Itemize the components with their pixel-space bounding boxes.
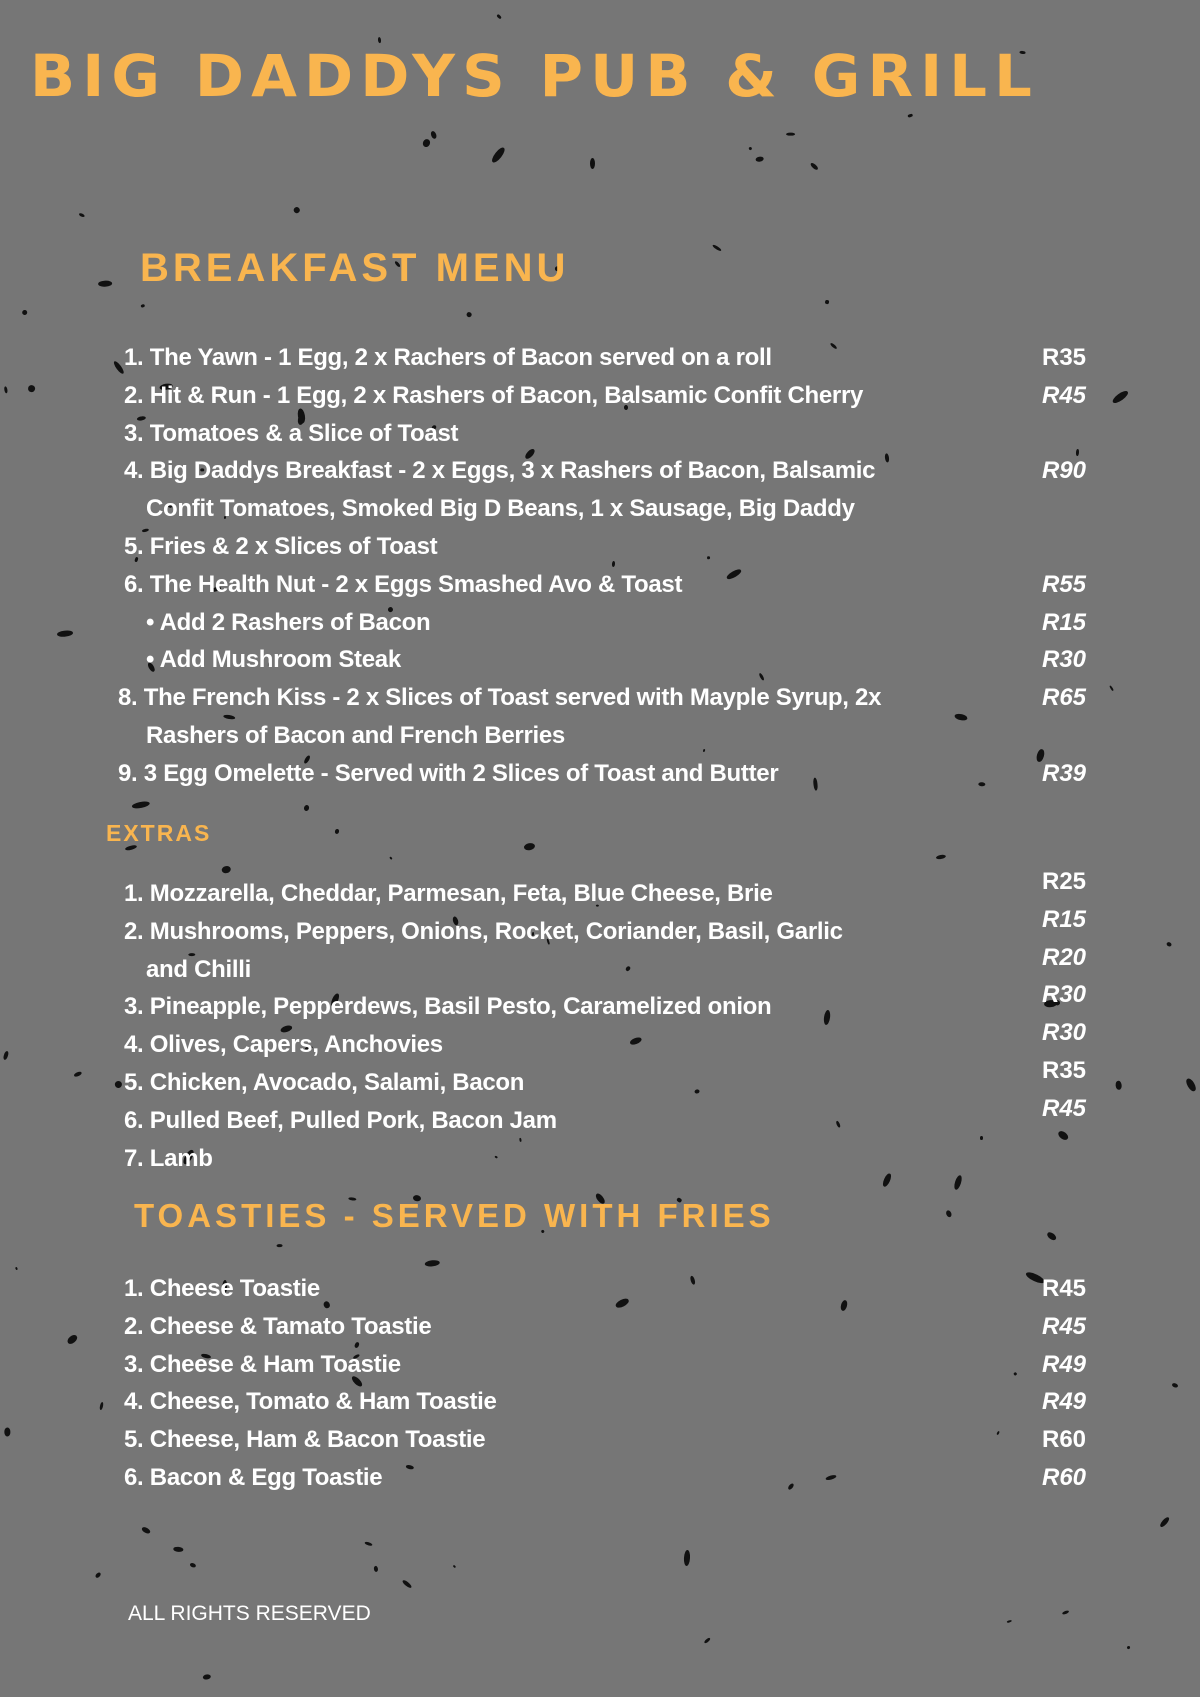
speckle (1013, 1371, 1017, 1375)
speckle (1171, 1382, 1178, 1388)
speckle (140, 304, 145, 309)
speckle (1108, 685, 1113, 692)
speckle (754, 156, 763, 162)
menu-item-line: 5. Cheese, Ham & Bacon Toastie (124, 1426, 486, 1454)
speckle (94, 1571, 101, 1578)
speckle (335, 828, 340, 834)
menu-item-price: R49 (1042, 1350, 1087, 1378)
menu-item-price: R20 (1042, 943, 1087, 971)
speckle (629, 1037, 642, 1047)
speckle (1111, 389, 1129, 405)
speckle (954, 712, 968, 721)
menu-item-price: R45 (1042, 1094, 1087, 1122)
menu-item-price: R39 (1042, 759, 1087, 787)
menu-item-price: R25 (1042, 868, 1087, 895)
speckle (704, 1637, 711, 1643)
speckle (725, 568, 742, 581)
speckle (142, 1526, 152, 1534)
menu-item-line: 4. Cheese, Tomato & Ham Toastie (124, 1388, 497, 1416)
breakfast-heading: BREAKFAST MENU (140, 246, 570, 290)
speckle (496, 14, 501, 19)
speckle (614, 1297, 629, 1309)
speckle (979, 782, 986, 786)
speckle (829, 342, 837, 350)
speckle (840, 1299, 849, 1311)
menu-item-price: R55 (1042, 570, 1087, 598)
menu-item-price: R15 (1042, 608, 1087, 636)
speckle (945, 1210, 953, 1219)
menu-item-price: R35 (1042, 344, 1087, 371)
menu-item-line: 2. Mushrooms, Peppers, Onions, Rocket, Coriander, Basil, Garlic (124, 917, 843, 945)
speckle (406, 1465, 415, 1470)
menu-item-price: R35 (1042, 1057, 1087, 1084)
speckle (21, 309, 28, 316)
speckle (57, 630, 73, 638)
speckle (424, 1259, 440, 1267)
menu-item-line: 3. Pineapple, Pepperdews, Basil Pesto, Caramelized onion (124, 993, 772, 1021)
speckle (203, 1673, 212, 1680)
speckle (390, 857, 393, 860)
speckle (759, 672, 766, 680)
menu-item-line: 6. Bacon & Egg Toastie (124, 1464, 383, 1491)
menu-item-line: 1. Mozzarella, Cheddar, Parmesan, Feta, Blue Cheese, Brie (124, 880, 773, 907)
menu-item-line: 2. Cheese & Tamato Toastie (124, 1312, 432, 1340)
speckle (884, 452, 889, 462)
speckle (689, 1275, 695, 1284)
speckle (494, 1155, 497, 1158)
speckle (1158, 1516, 1170, 1529)
speckle (519, 1138, 522, 1142)
menu-item-line: 5. Fries & 2 x Slices of Toast (124, 533, 438, 560)
speckle (523, 843, 535, 852)
speckle (786, 133, 795, 136)
menu-item-line: • Add 2 Rashers of Bacon (146, 608, 431, 636)
speckle (823, 1009, 831, 1025)
speckle (402, 1579, 413, 1589)
speckle (881, 1173, 892, 1188)
menu-item-price: R49 (1042, 1388, 1087, 1416)
speckle (99, 1401, 103, 1409)
speckle (303, 804, 310, 811)
speckle (277, 1244, 283, 1248)
extras-heading: EXTRAS (106, 820, 212, 846)
speckle (422, 138, 431, 148)
menu-item-price: R60 (1042, 1426, 1087, 1454)
menu-item-line: 1. Cheese Toastie (124, 1275, 320, 1302)
speckle (1062, 1610, 1070, 1615)
speckle (222, 865, 232, 874)
speckle (293, 206, 301, 214)
speckle (27, 384, 35, 392)
speckle (684, 1550, 691, 1566)
speckle (1057, 1129, 1070, 1141)
speckle (1007, 1619, 1013, 1623)
menu-item-line: 6. The Health Nut - 2 x Eggs Smashed Avo & Toast (124, 570, 683, 598)
menu-item-line: 7. Lamb (124, 1144, 213, 1172)
footer-copyright: ALL RIGHTS RESERVED (128, 1602, 371, 1625)
speckle (825, 1474, 837, 1481)
speckle (4, 386, 9, 394)
menu-item-price: R45 (1042, 381, 1087, 409)
speckle (1116, 1081, 1123, 1090)
speckle (490, 146, 506, 164)
speckle (1046, 1231, 1057, 1242)
speckle (907, 114, 912, 118)
speckle (612, 561, 616, 567)
speckle (836, 1120, 841, 1127)
speckle (694, 1089, 700, 1094)
speckle (115, 1081, 122, 1088)
speckle (3, 1428, 9, 1437)
speckle (430, 130, 438, 139)
menu-item-line: 8. The French Kiss - 2 x Slices of Toast served with Mayple Syrup, 2x (118, 684, 882, 712)
speckle (78, 212, 85, 218)
menu-item-line: 5. Chicken, Avocado, Salami, Bacon (124, 1069, 525, 1096)
menu-item-line: Rashers of Bacon and French Berries (146, 722, 565, 749)
speckle (466, 311, 472, 317)
menu-item-price: R30 (1042, 981, 1087, 1009)
menu-item-line: 3. Tomatoes & a Slice of Toast (124, 419, 459, 447)
speckle (67, 1333, 80, 1345)
speckle (1185, 1077, 1198, 1092)
speckle (1126, 1645, 1130, 1649)
menu-item-line: 9. 3 Egg Omelette - Served with 2 Slices of Toast and Butter (118, 759, 779, 787)
speckle (590, 158, 595, 169)
menu-item-line: • Add Mushroom Steak (146, 646, 401, 674)
speckle (323, 1300, 331, 1309)
menu-item-price: R30 (1042, 1019, 1087, 1047)
menu-item-price: R90 (1042, 457, 1087, 485)
menu-item-line: Confit Tomatoes, Smoked Big D Beans, 1 x Sausage, Big Daddy (146, 495, 855, 523)
speckle (189, 1562, 196, 1568)
speckle (15, 1266, 19, 1270)
menu-item-price: R65 (1042, 684, 1087, 712)
speckle (625, 966, 631, 972)
speckle (173, 1547, 184, 1552)
speckle (748, 146, 752, 150)
menu-item-line: 4. Big Daddys Breakfast - 2 x Eggs, 3 x Rashers of Bacon, Balsamic (124, 457, 876, 485)
toasties-heading: TOASTIES - SERVED WITH FRIES (134, 1197, 775, 1234)
speckle (824, 300, 829, 305)
menu-item-price: R30 (1042, 646, 1087, 674)
menu-item-price: R60 (1042, 1464, 1087, 1491)
menu-item-line: 3. Cheese & Ham Toastie (124, 1350, 401, 1378)
speckle (980, 1136, 983, 1140)
speckle (702, 748, 705, 752)
menu-item-price: R45 (1042, 1275, 1087, 1302)
menu-item-line: 4. Olives, Capers, Anchovies (124, 1031, 443, 1059)
menu-item-line: and Chilli (146, 955, 252, 983)
menu-item-price: R45 (1042, 1312, 1087, 1340)
speckle (711, 244, 721, 252)
speckle (953, 1175, 963, 1191)
menu-item-price: R15 (1042, 905, 1087, 933)
speckle (364, 1542, 372, 1547)
speckle (936, 854, 946, 860)
speckle (707, 557, 710, 560)
speckle (131, 801, 149, 810)
speckle (453, 1565, 457, 1569)
speckle (787, 1483, 794, 1491)
menu-item-line: 1. The Yawn - 1 Egg, 2 x Rachers of Bacon served on a roll (124, 344, 772, 371)
speckle (809, 162, 819, 171)
speckle (373, 1565, 378, 1571)
speckle (98, 280, 112, 287)
restaurant-title: BIG DADDYS PUB & GRILL (30, 42, 1039, 110)
speckle (73, 1071, 82, 1077)
menu-item-line: 6. Pulled Beef, Pulled Pork, Bacon Jam (124, 1106, 557, 1134)
speckle (996, 1431, 1000, 1436)
speckle (3, 1051, 10, 1060)
speckle (813, 778, 819, 791)
menu-item-line: 2. Hit & Run - 1 Egg, 2 x Rashers of Bacon, Balsamic Confit Cherry (124, 381, 864, 409)
speckle (1166, 941, 1172, 947)
